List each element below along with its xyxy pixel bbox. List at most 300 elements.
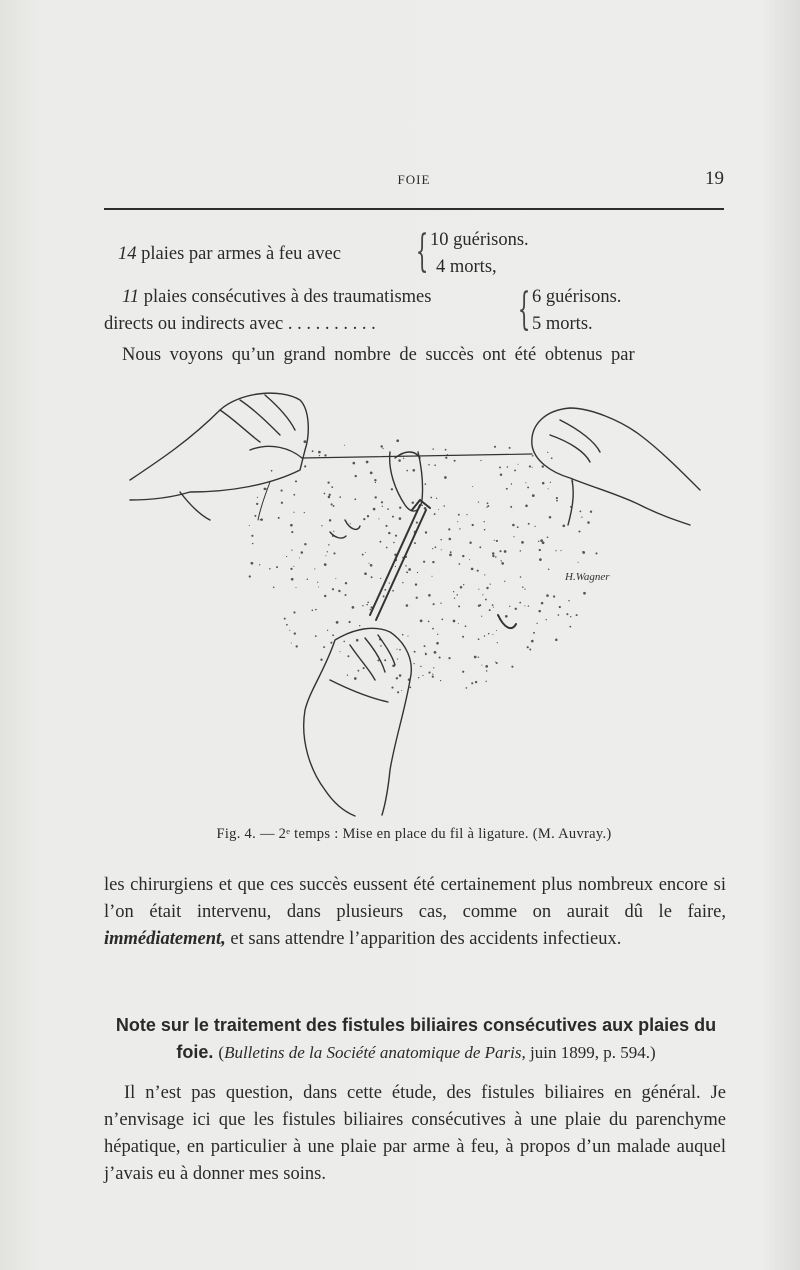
speckle <box>293 494 295 496</box>
speckle <box>383 448 384 449</box>
speckle <box>332 634 334 636</box>
section-reference-date: juin 1899, p. 594.) <box>530 1043 656 1062</box>
speckle <box>524 589 525 590</box>
speckle <box>469 542 471 544</box>
speckle <box>499 466 501 468</box>
speckle <box>492 555 494 557</box>
speckle <box>460 586 463 589</box>
speckle <box>546 594 549 597</box>
speckle <box>486 587 488 589</box>
speckle <box>539 549 541 551</box>
speckle <box>525 505 528 508</box>
speckle <box>325 555 326 556</box>
speckle <box>257 497 258 498</box>
speckle <box>531 640 534 643</box>
speckle <box>449 538 452 541</box>
speckle <box>382 506 383 507</box>
speckle <box>556 497 558 499</box>
speckle <box>396 439 399 442</box>
speckle <box>436 498 437 499</box>
speckle <box>290 568 292 570</box>
speckle <box>488 633 490 635</box>
speckle <box>583 592 586 595</box>
speckle <box>576 614 578 616</box>
speckle <box>370 472 373 475</box>
speckle <box>304 512 305 513</box>
speckle <box>432 548 433 549</box>
speckle <box>509 606 510 607</box>
speckle <box>462 671 464 673</box>
speckle <box>339 496 341 498</box>
speckle <box>328 544 329 545</box>
speckle <box>318 586 319 587</box>
speckle <box>281 502 283 504</box>
trauma-text: plaies consécutives à des traumatismes <box>143 287 432 307</box>
speckle <box>550 482 551 483</box>
speckle <box>560 550 561 551</box>
speckle <box>304 465 306 467</box>
trauma-line-2: directs ou indirects avec . . . . . . . . . . <box>104 314 376 334</box>
paragraph-1 <box>104 872 726 953</box>
speckle <box>513 536 514 537</box>
speckle <box>374 479 376 481</box>
speckle <box>314 568 315 569</box>
speckle <box>546 619 547 620</box>
speckle <box>320 659 322 661</box>
speckle <box>428 672 430 674</box>
speckle <box>412 469 415 472</box>
speckle <box>463 584 464 585</box>
speckle <box>486 670 488 672</box>
intro-line: Nous voyons qu’un grand nombre de succès ont été obtenus par <box>122 345 635 365</box>
speckle <box>481 616 482 617</box>
running-head <box>104 168 724 196</box>
speckle <box>430 497 432 499</box>
speckle <box>418 677 419 678</box>
speckle <box>500 560 501 561</box>
speckle <box>344 594 346 596</box>
speckle <box>399 507 401 509</box>
speckle <box>328 496 331 499</box>
speckle-field <box>249 439 598 693</box>
speckle <box>299 557 300 558</box>
trauma-line <box>122 287 431 308</box>
speckle <box>578 530 580 532</box>
speckle <box>458 623 459 624</box>
speckle <box>347 655 349 657</box>
speckle <box>509 447 511 449</box>
speckle <box>407 636 408 637</box>
speckle <box>286 624 288 626</box>
speckle <box>527 486 529 488</box>
speckle <box>256 503 258 505</box>
speckle <box>440 539 442 541</box>
speckle <box>490 583 491 584</box>
speckle <box>393 516 394 517</box>
speckle <box>293 512 294 513</box>
speckle <box>520 576 522 578</box>
speckle <box>432 628 434 630</box>
speckle <box>484 635 485 636</box>
speckle <box>431 576 432 577</box>
speckle <box>510 506 512 508</box>
speckle <box>380 445 382 447</box>
speckle <box>478 589 479 590</box>
speckle <box>512 524 515 527</box>
speckle <box>553 595 555 597</box>
speckle <box>528 605 529 606</box>
speckle <box>395 566 396 567</box>
speckle <box>441 619 443 621</box>
speckle <box>367 515 369 517</box>
speckle <box>504 550 507 553</box>
speckle <box>324 563 327 566</box>
speckle <box>319 455 320 456</box>
speckle <box>496 662 498 664</box>
speckle <box>441 549 442 550</box>
speckle <box>315 609 317 611</box>
speckle <box>406 470 408 472</box>
speckle <box>466 514 467 515</box>
speckle <box>331 503 333 505</box>
speckle <box>344 445 345 446</box>
paragraph-1-text: les chirurgiens et que ces succès eussent été certainement plus nombreux encore si l’on était intervenu, dans plusieurs cas, comme on aurait dû le faire, <box>104 875 726 922</box>
speckle <box>495 661 496 662</box>
speckle <box>548 488 549 489</box>
speckle <box>338 590 340 592</box>
speckle <box>385 525 387 527</box>
speckle <box>370 564 373 567</box>
trauma-count: 11 <box>122 287 140 307</box>
speckle <box>387 508 389 510</box>
speckle <box>485 681 486 682</box>
speckle <box>587 521 590 524</box>
speckle <box>249 525 250 526</box>
speckle <box>440 680 441 681</box>
speckle <box>254 515 256 517</box>
speckle <box>511 666 513 668</box>
speckle <box>357 670 359 672</box>
speckle <box>370 609 371 610</box>
speckle <box>517 464 518 465</box>
speckle <box>402 634 404 636</box>
speckle <box>315 635 317 637</box>
speckle <box>471 682 473 684</box>
speckle <box>414 651 416 653</box>
speckle <box>402 582 403 583</box>
paragraph-1-emphasis: immédiatement, <box>104 929 226 949</box>
speckle <box>551 457 553 459</box>
speckle <box>538 541 539 542</box>
speckle <box>271 470 273 472</box>
speckle <box>428 594 431 597</box>
speckle <box>525 482 526 483</box>
speckle <box>399 517 402 520</box>
speckle <box>559 606 561 608</box>
speckle <box>471 568 474 571</box>
speckle <box>487 505 489 507</box>
speckle <box>422 675 423 676</box>
speckle <box>506 488 508 490</box>
speckle <box>323 646 325 648</box>
speckle <box>547 536 549 538</box>
speckle <box>383 595 385 597</box>
speckle <box>392 590 394 592</box>
firearm-dead: 4 morts, <box>436 257 497 277</box>
speckle <box>289 630 290 631</box>
speckle <box>327 551 328 552</box>
speckle <box>401 690 402 691</box>
speckle <box>456 594 458 596</box>
speckle <box>438 509 439 510</box>
speckle <box>333 552 335 554</box>
speckle <box>445 449 447 451</box>
speckle <box>378 518 379 519</box>
speckle <box>485 665 488 668</box>
speckle <box>534 526 535 527</box>
speckle <box>472 486 473 487</box>
speckle <box>380 645 382 647</box>
speckle <box>462 636 464 638</box>
speckle <box>568 600 569 601</box>
speckle <box>356 639 359 642</box>
speckle <box>555 639 558 642</box>
speckle <box>386 547 388 549</box>
speckle <box>295 480 297 482</box>
firearm-count: 14 <box>118 244 137 264</box>
speckle <box>581 516 582 517</box>
section-reference <box>218 1043 655 1062</box>
speckle <box>432 676 434 678</box>
speckle <box>469 559 470 560</box>
speckle <box>423 561 425 563</box>
speckle <box>492 604 494 606</box>
section-heading <box>104 1012 728 1066</box>
speckle <box>329 519 331 521</box>
speckle <box>435 546 437 548</box>
speckle <box>389 582 390 583</box>
paragraph-1-text-end: et sans attendre l’apparition des accidents infectieux. <box>230 929 622 949</box>
speckle <box>433 603 435 605</box>
speckle <box>424 483 426 485</box>
speckle <box>478 656 479 657</box>
speckle <box>425 653 426 654</box>
speckle <box>424 645 426 647</box>
trauma-cured: 6 guérisons. <box>532 287 622 307</box>
speckle <box>542 482 545 485</box>
speckle <box>500 473 502 475</box>
speckle <box>318 451 321 454</box>
speckle <box>375 482 376 483</box>
speckle <box>409 687 411 689</box>
running-title: FOIE <box>397 172 431 187</box>
speckle <box>403 458 404 459</box>
speckle <box>478 638 480 640</box>
speckle <box>458 514 460 516</box>
speckle <box>507 466 509 468</box>
speckle <box>570 616 571 617</box>
speckle <box>475 681 477 683</box>
speckle <box>484 529 486 531</box>
speckle <box>259 564 260 565</box>
speckle <box>335 578 336 579</box>
speckle <box>432 561 434 563</box>
speckle <box>355 475 357 477</box>
speckle <box>496 630 497 631</box>
speckle <box>265 488 267 490</box>
speckle <box>529 649 531 651</box>
speckle <box>321 525 322 526</box>
speckle <box>482 594 483 595</box>
left-hand <box>130 393 308 500</box>
speckle <box>454 598 455 599</box>
speckle <box>521 541 524 544</box>
speckle <box>514 469 516 471</box>
speckle <box>304 440 307 443</box>
speckle <box>444 476 447 479</box>
speckle <box>465 625 467 627</box>
speckle <box>590 511 592 513</box>
firearm-text: plaies par armes à feu avec <box>141 244 341 264</box>
speckle <box>481 665 482 666</box>
speckle <box>536 623 537 624</box>
speckle <box>329 494 331 496</box>
speckle <box>354 498 356 500</box>
speckle <box>399 649 401 651</box>
speckle <box>494 540 495 541</box>
speckle <box>331 486 333 488</box>
page-number: 19 <box>705 168 724 189</box>
speckle <box>365 552 366 553</box>
speckle <box>296 645 298 647</box>
section-reference-journal: Bulletins de la Société anatomique de Paris, <box>224 1043 526 1062</box>
speckle <box>251 535 253 537</box>
speckle <box>312 450 314 452</box>
speckle <box>405 565 406 566</box>
paragraph-2: Il n’est pas question, dans cette étude, des fistules biliaires en général. Je n’envisage ici que les fistules biliaires consécutives à une plaie du parenchyme hépatique, en particulier à une plaie par arme à feu, à propos d’un malade auquel j’avais eu à donner mes soins. <box>104 1083 726 1184</box>
speckle <box>479 546 481 548</box>
speckle <box>345 582 347 584</box>
speckle <box>391 687 393 689</box>
speckle <box>336 621 339 624</box>
speckle <box>511 483 512 484</box>
firearm-cured: 10 guérisons. <box>430 230 529 250</box>
speckle <box>436 642 439 645</box>
speckle <box>524 605 525 606</box>
speckle <box>327 630 328 631</box>
speckle <box>413 663 414 664</box>
speckle <box>582 551 583 552</box>
speckle <box>459 528 460 529</box>
section-title: Note sur le traitement des fistules biliaires consécutives aux plaies du foie. <box>115 1015 717 1062</box>
speckle <box>555 550 556 551</box>
speckle <box>332 588 334 590</box>
speckle <box>448 657 450 659</box>
speckle <box>474 656 477 659</box>
speckle <box>397 658 398 659</box>
speckle <box>252 543 254 545</box>
speckle <box>396 649 397 650</box>
speckle <box>517 526 519 528</box>
speckle <box>445 457 447 459</box>
speckle <box>398 459 401 462</box>
speckle <box>495 556 497 558</box>
speckle <box>311 609 313 611</box>
speckle <box>384 589 386 591</box>
speckle <box>497 642 498 643</box>
speckle <box>281 490 283 492</box>
speckle <box>381 501 383 503</box>
speckle <box>391 488 393 490</box>
speckle <box>478 501 479 502</box>
speckle <box>434 464 436 466</box>
speckle <box>539 558 542 561</box>
speckle <box>580 511 582 513</box>
speckle <box>443 505 445 507</box>
brace: { <box>517 284 531 335</box>
speckle <box>421 505 423 507</box>
speckle <box>396 677 398 679</box>
speckle <box>286 556 287 557</box>
speckle <box>459 563 461 565</box>
section-reference-open: ( <box>218 1043 225 1062</box>
speckle <box>457 521 458 522</box>
speckle <box>284 618 286 620</box>
speckle <box>362 554 364 556</box>
speckle <box>347 675 348 676</box>
speckle <box>362 605 363 606</box>
speckle <box>528 523 530 525</box>
speckle <box>420 666 421 667</box>
speckle <box>595 552 597 554</box>
right-hand <box>532 408 700 525</box>
speckle <box>479 604 481 606</box>
speckle <box>317 582 318 583</box>
speckle <box>453 591 454 592</box>
speckle <box>384 659 386 661</box>
speckle <box>352 462 355 465</box>
speckle <box>450 551 452 553</box>
firearm-line <box>118 244 341 265</box>
speckle <box>527 646 529 648</box>
speckle <box>466 687 468 689</box>
speckle <box>291 531 293 533</box>
speckle <box>533 632 535 634</box>
speckle <box>327 481 329 483</box>
speckle <box>462 555 464 557</box>
speckle <box>448 528 450 530</box>
speckle <box>454 460 456 462</box>
trauma-dead: 5 morts. <box>532 314 593 334</box>
speckle <box>278 517 280 519</box>
speckle <box>449 554 452 557</box>
speckle <box>291 549 292 550</box>
speckle <box>269 568 271 570</box>
speckle <box>295 587 296 588</box>
speckle <box>293 566 294 567</box>
speckle <box>432 448 433 449</box>
speckle <box>569 626 571 628</box>
speckle <box>505 615 508 618</box>
speckle <box>532 455 534 457</box>
speckle <box>472 524 474 526</box>
speckle <box>406 604 409 607</box>
speckle <box>484 521 485 522</box>
speckle <box>499 550 501 552</box>
speckle <box>428 464 430 466</box>
speckle <box>489 609 491 611</box>
speckle <box>366 461 369 464</box>
